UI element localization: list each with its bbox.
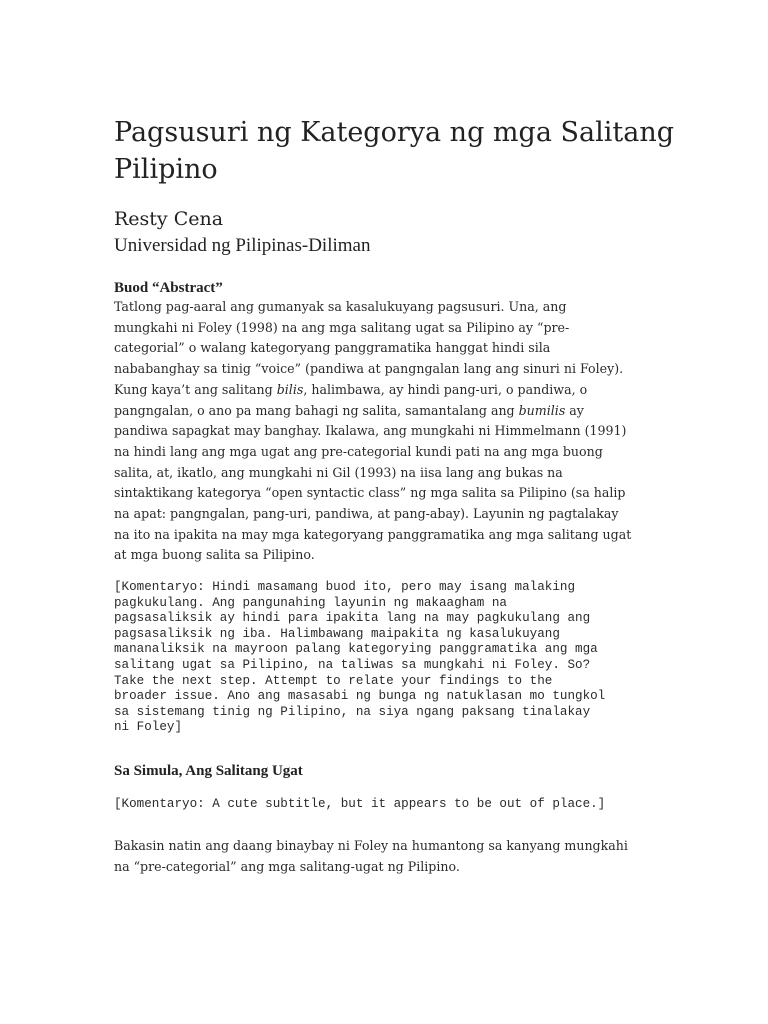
section-paragraph: Bakasin natin ang daang binaybay ni Foley na humantong sa kanyang mungkahi na “pre-categorial” ang mga salitang-ugat ng Pilipino. (114, 838, 628, 874)
author-affiliation: Universidad ng Pilipinas-Diliman (114, 235, 371, 256)
paper-title: Pagsusuri ng Kategorya ng mga Salitang Pilipino (114, 117, 674, 185)
abstract-term-bumilis: bumilis (518, 402, 566, 418)
abstract-term-bilis: bilis (276, 381, 304, 397)
abstract-text-1: Tatlong pag-aaral ang gumanyak sa kasalukuyang pagsusuri. Una, ang mungkahi ni Foley (1998) na ang mga salitang ugat sa Pilipino ay “pre- categorial” o walang kategoryang panggramatika hanggat hindi sila nababanghay sa tinig “voice” (pandiwa at pangngalan lang ang sinuri ni Foley). Kung kaya’t ang salitang (114, 299, 624, 397)
abstract-heading: Buod “Abstract” (114, 280, 223, 296)
abstract-paragraph (114, 297, 662, 566)
section-heading: Sa Simula, Ang Salitang Ugat (114, 763, 303, 779)
reviewer-comment-subtitle: [Komentaryo: A cute subtitle, but it appears to be out of place.] (114, 797, 606, 811)
reviewer-comment-abstract: [Komentaryo: Hindi masamang buod ito, pero may isang malaking pagkukulang. Ang pangunahing layunin ng makaagham na pagsasaliksik ay hindi para ipakita lang na may pagkukulang ang pagsasaliksik ng iba. Halimbawang maipakita ng kasalukuyang mananaliksik na mayroon palang kategorying panggramatika ang mga salitang ugat sa Pilipino, na taliwas sa mungkahi ni Foley. So? Take the next step. Attempt to relate your findings to the broader issue. Ano ang masasabi ng bunga ng natuklasan mo tungkol sa sistemang tinig ng Pilipino, na siya ngang paksang tinalakay ni Foley] (114, 580, 606, 735)
author-name: Resty Cena (114, 208, 224, 230)
abstract-text-3: ay pandiwa sapagkat may banghay. Ikalawa, ang mungkahi ni Himmelmann (1991) na hindi lang ang mga ugat ang pre-categorial kundi pati na ang mga buong salita, at, ikatlo, ang mungkahi ni Gil (1993) na iisa lang ang bukas na sintaktikang kategorya “open syntactic class” ng mga salita sa Pilipino (sa halip na apat: pangngalan, pang-uri, pandiwa, at pang-abay). Layunin ng pagtalakay na ito na ipakita na may mga kategoryang panggramatika ang mga salitang ugat at mga buong salita sa Pilipino. (114, 402, 632, 563)
abstract-text-2: , halimbawa, ay hindi pang-uri, o pandiwa, o pangngalan, o ano pa mang bahagi ng salita, samantalang ang (114, 381, 588, 418)
